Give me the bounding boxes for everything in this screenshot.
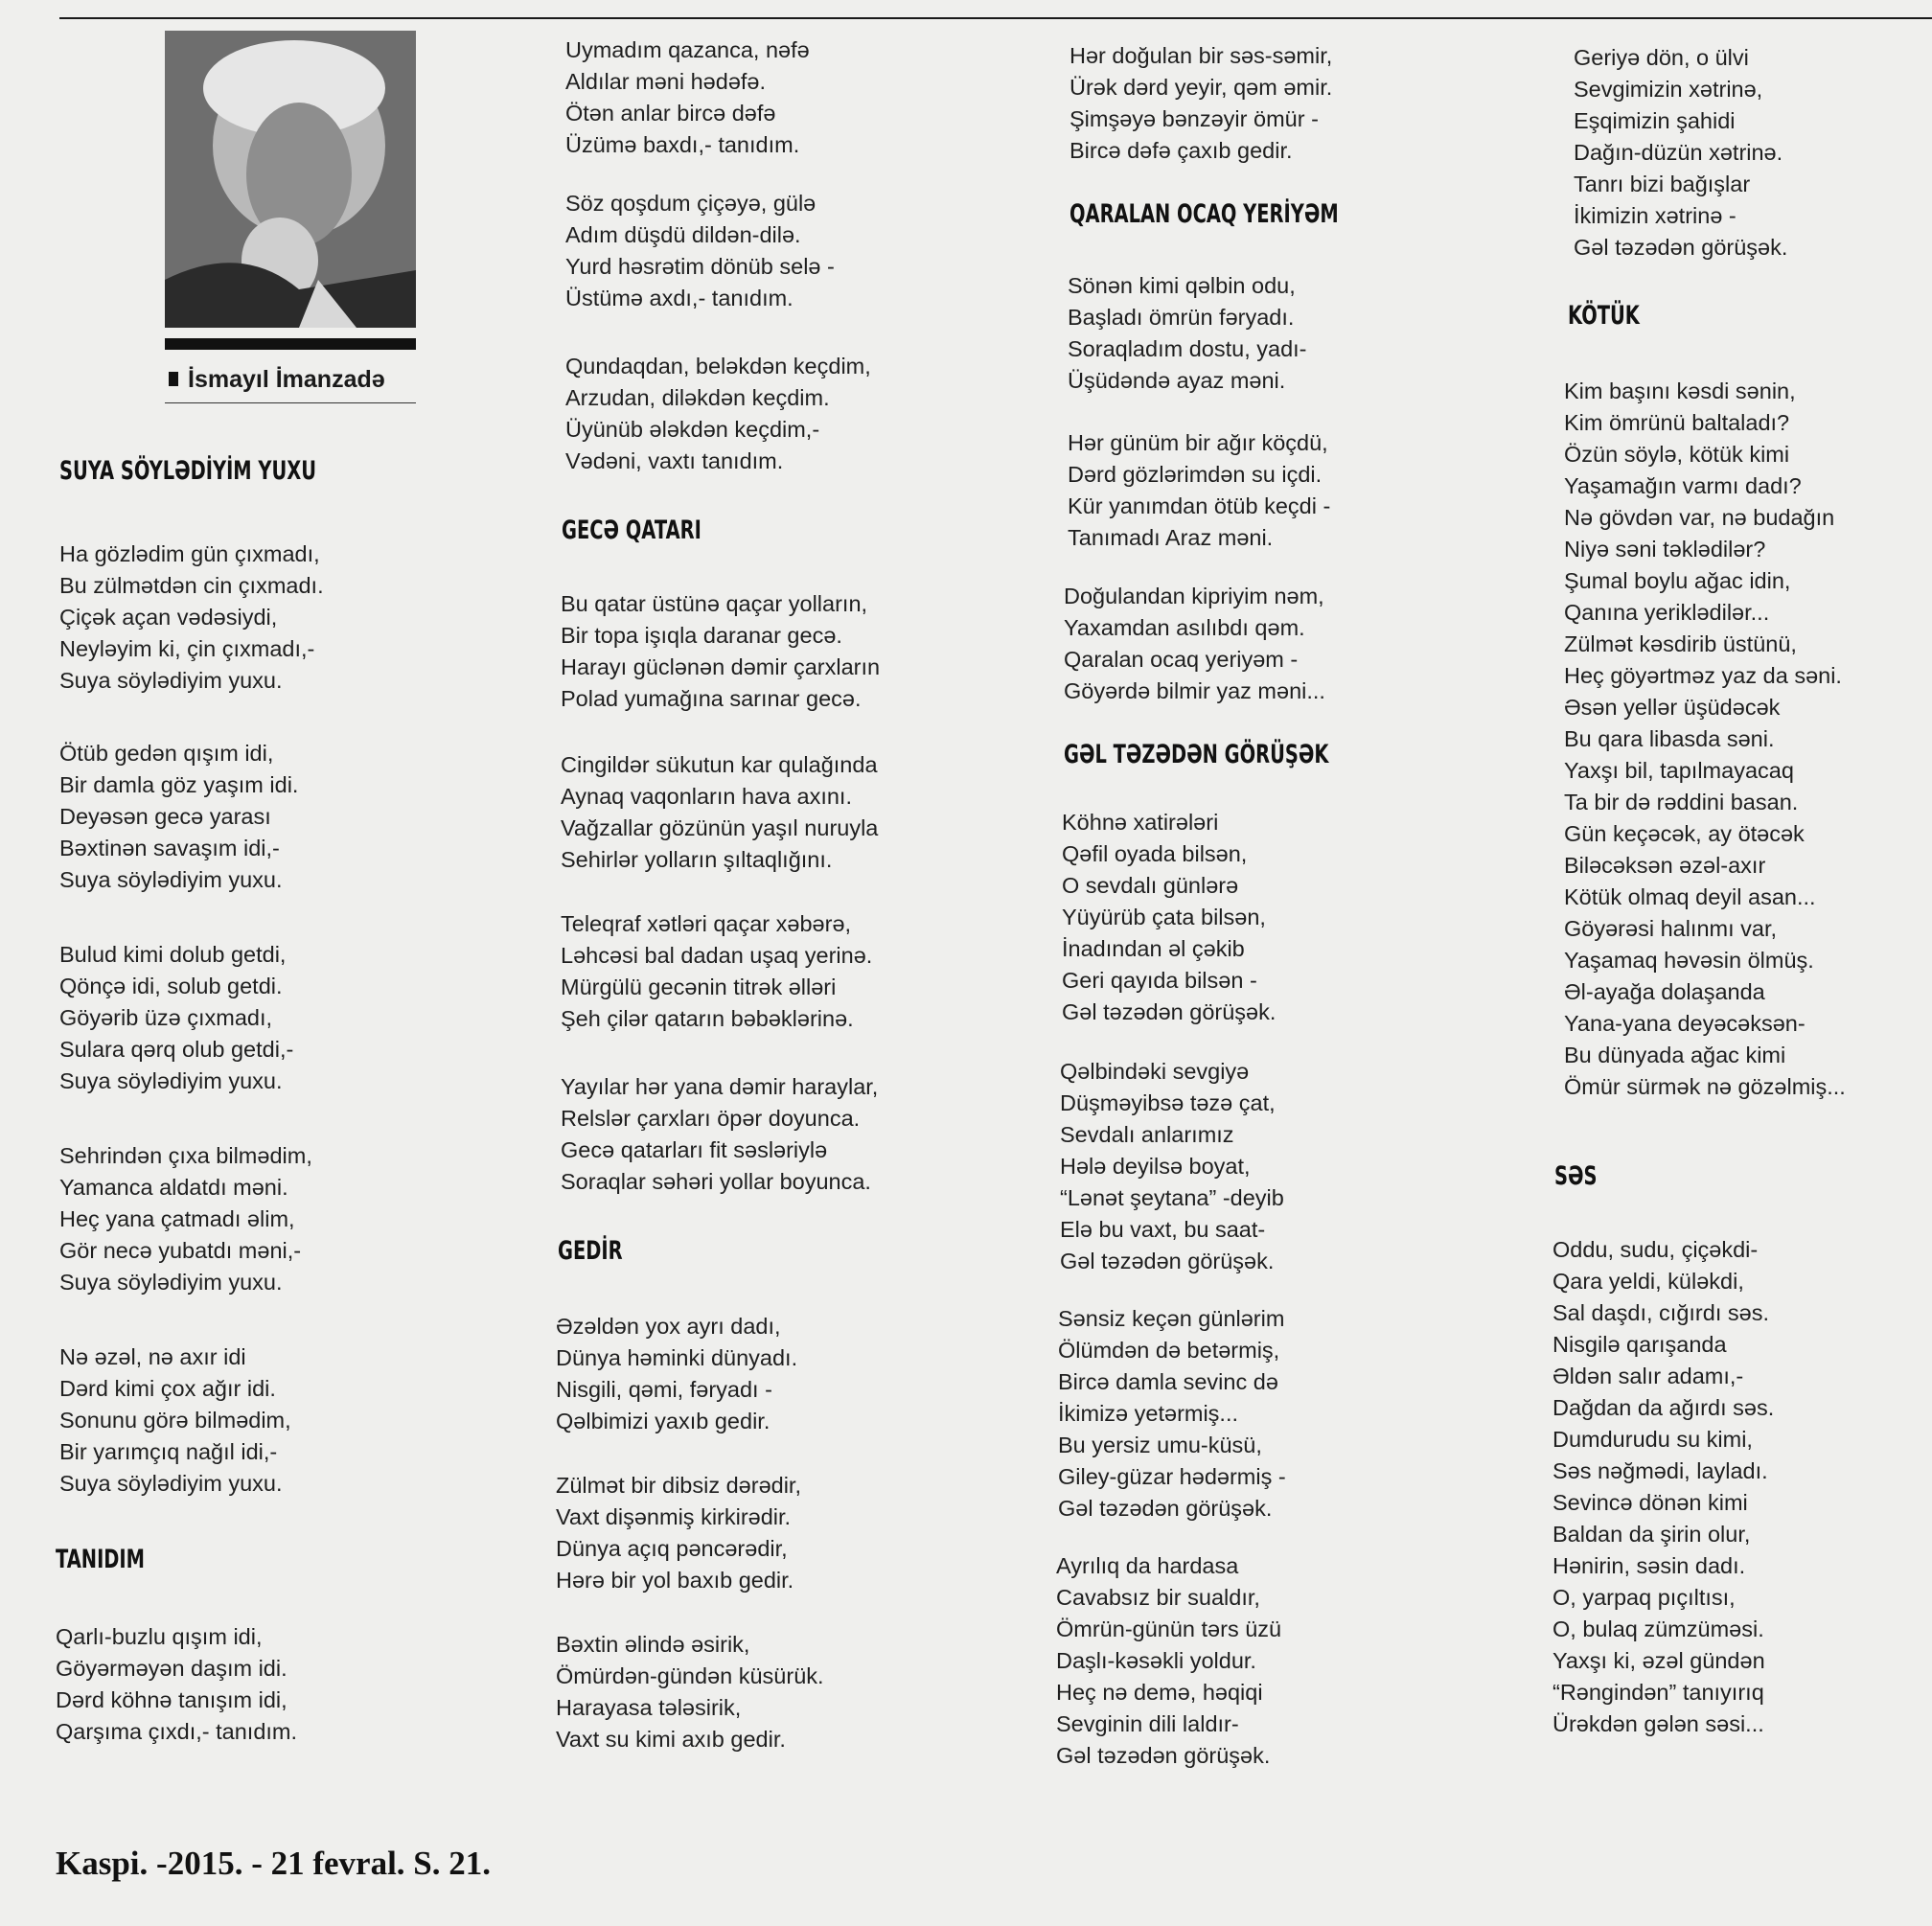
poem-title-tanidim: TANIDIM — [56, 1545, 146, 1574]
author-bar — [165, 338, 416, 350]
stanza: Doğulandan kipriyim nəm, Yaxamdan asılıbdı qəm. Qaralan ocaq yeriyəm - Göyərdə bilmir yaz məni... — [1064, 584, 1325, 703]
stanza: Geriyə dön, o ülvi Sevgimizin xətrinə, Eşqimizin şahidi Dağın-düzün xətrinə. Tanrı bizi bağışlar İkimizin xətrinə - Gəl təzədən görüşək. — [1574, 45, 1788, 260]
stanza: Sönən kimi qəlbin odu, Başladı ömrün fəryadı. Soraqladım dostu, yadı- Üşüdəndə ayaz məni. — [1068, 273, 1307, 393]
stanza: Qəlbindəki sevgiyə Düşməyibsə təzə çat, Sevdalı anlarımız Hələ deyilsə boyat, “Lənət şeytana” -deyib Elə bu vaxt, bu saat- Gəl təzədən görüşək. — [1060, 1059, 1284, 1273]
author-photo — [165, 31, 416, 328]
stanza: Söz qoşdum çiçəyə, gülə Adım düşdü dildən-dilə. Yurd həsrətim dönüb selə - Üstümə axdı,- tanıdım. — [565, 191, 835, 310]
citation-footer: Kaspi. -2015. - 21 fevral. S. 21. — [56, 1845, 492, 1882]
stanza: Oddu, sudu, çiçəkdi- Qara yeldi, küləkdi, Sal daşdı, cığırdı səs. Nisgilə qarışanda Əldən salır adamı,- Dağdan da ağırdı səs. Dumdurudu su kimi, Səs nəğmədi, layladı. Sevincə dönən kimi Baldan da şirin olur, Hənirin, səsin dadı. O, yarpaq pıçıltısı, O, bulaq zümzüməsi. Yaxşı ki, əzəl gündən “Rəngindən” tanıyırıq Ürəkdən gələn səsi... — [1552, 1237, 1775, 1736]
poem-title-kotuk: KÖTÜK — [1568, 301, 1640, 331]
poem-title-qatar: GECƏ QATARI — [562, 516, 702, 545]
stanza: Sehrindən çıxa bilmədim, Yamanca aldatdı məni. Heç yana çatmadı əlim, Gör necə yubatdı məni,- Suya söylədiyim yuxu. — [59, 1143, 312, 1295]
stanza: Bu qatar üstünə qaçar yolların, Bir topa işıqla daranar gecə. Harayı güclənən dəmir çarxların Polad yumağına sarınar gecə. — [561, 591, 881, 711]
author-rule — [165, 402, 416, 403]
stanza: Qarlı-buzlu qışım idi, Göyərməyən daşım idi. Dərd köhnə tanışım idi, Qarşıma çıxdı,- tanıdım. — [56, 1624, 298, 1744]
poem-title-gorushek: GƏL TƏZƏDƏN GÖRÜŞƏK — [1064, 740, 1329, 769]
stanza: Uymadım qazanca, nəfə Aldılar məni hədəfə. Ötən anlar bircə dəfə Üzümə baxdı,- tanıdım. — [565, 37, 810, 157]
stanza: Zülmət bir dibsiz dərədir, Vaxt dişənmiş kirkirədir. Dünya açıq pəncərədir, Hərə bir yol baxıb gedir. — [556, 1473, 801, 1593]
stanza: Bulud kimi dolub getdi, Qönçə idi, solub getdi. Göyərib üzə çıxmadı, Sulara qərq olub getdi,- Suya söylədiyim yuxu. — [59, 942, 294, 1093]
poem-title-ses: SƏS — [1554, 1161, 1598, 1191]
stanza: Əzəldən yox ayrı dadı, Dünya həminki dünyadı. Nisgili, qəmi, fəryadı - Qəlbimizi yaxıb gedir. — [556, 1314, 798, 1433]
stanza: Qundaqdan, beləkdən keçdim, Arzudan, diləkdən keçdim. Üyünüb ələkdən keçdim,- Vədəni, vaxtı tanıdım. — [565, 354, 871, 473]
stanza: Kim başını kəsdi sənin, Kim ömrünü baltaladı? Özün söylə, kötük kimi Yaşamağın varmı dadı? Nə gövdən var, nə budağın Niyə səni təklədilər? Şumal boylu ağac idin, Qanına yeriklədilər... Zülmət kəsdirib üstünü, Heç göyərtməz yaz da səni. Əsən yellər üşüdəcək Bu qara libasda səni. Yaxşı bil, tapılmayacaq Ta bir də rəddini basan. Gün keçəcək, ay ötəcək Biləcəksən əzəl-axır Kötük olmaq deyil asan... Göyərəsi halınmı var, Yaşamaq həvəsin ölmüş. Əl-ayağa dolaşanda Yana-yana deyəcəksən- Bu dünyada ağac kimi Ömür sürmək nə gözəlmiş... — [1564, 378, 1846, 1099]
stanza: Köhnə xatirələri Qəfil oyada bilsən, O sevdalı günlərə Yüyürüb çata bilsən, İnadından əl çəkib Geri qayıda bilsən - Gəl təzədən görüşək. — [1062, 810, 1276, 1024]
stanza: Hər doğulan bir səs-səmir, Ürək dərd yeyir, qəm əmir. Şimşəyə bənzəyir ömür - Bircə dəfə çaxıb gedir. — [1070, 43, 1333, 163]
poem-title-suya: SUYA SÖYLƏDİYİM YUXU — [59, 456, 317, 486]
stanza: Cingildər sükutun kar qulağında Aynaq vaqonların hava axını. Vağzallar gözünün yaşıl nuruyla Sehirlər yolların şıltaqlığını. — [561, 752, 879, 872]
stanza: Sənsiz keçən günlərim Ölümdən də betərmiş, Bircə damla sevinc də İkimizə yetərmiş... Bu yersiz umu-küsü, Giley-güzar hədərmiş - Gəl təzədən görüşək. — [1058, 1306, 1286, 1521]
poem-title-gedir: GEDİR — [558, 1236, 623, 1266]
stanza: Ha gözlədim gün çıxmadı, Bu zülmətdən cin çıxmadı. Çiçək açan vədəsiydi, Neyləyim ki, çin çıxmadı,- Suya söylədiyim yuxu. — [59, 541, 324, 693]
stanza: Ayrılıq da hardasa Cavabsız bir sualdır, Ömrün-günün tərs üzü Daşlı-kəsəkli yoldur. Heç nə demə, həqiqi Sevginin dili laldır- Gəl təzədən görüşək. — [1056, 1553, 1282, 1768]
author-name: İsmayıl İmanzadə — [169, 366, 385, 394]
portrait-image — [165, 31, 416, 328]
stanza: Ötüb gedən qışım idi, Bir damla göz yaşım idi. Deyəsən gecə yarası Bəxtinən savaşım idi,- Suya söylədiyim yuxu. — [59, 741, 299, 892]
stanza: Hər günüm bir ağır köçdü, Dərd gözlərimdən su içdi. Kür yanımdan ötüb keçdi - Tanımadı Araz məni. — [1068, 430, 1331, 550]
stanza: Teleqraf xətləri qaçar xəbərə, Ləhcəsi bal dadan uşaq yerinə. Mürgülü gecənin titrək əlləri Şeh çilər qatarın bəbəklərinə. — [561, 911, 873, 1031]
stanza: Yayılar hər yana dəmir haraylar, Relslər çarxları öpər doyunca. Gecə qatarları fit səsləriylə Soraqlar səhəri yollar boyunca. — [561, 1074, 879, 1194]
poem-title-ocaq: QARALAN OCAQ YERİYƏM — [1070, 199, 1339, 229]
stanza: Nə əzəl, nə axır idi Dərd kimi çox ağır idi. Sonunu görə bilmədim, Bir yarımçıq nağıl idi,- Suya söylədiyim yuxu. — [59, 1344, 291, 1496]
stanza: Bəxtin əlində əsirik, Ömürdən-gündən küsürük. Harayasa tələsirik, Vaxt su kimi axıb gedir. — [556, 1632, 824, 1752]
top-rule — [59, 17, 1932, 19]
